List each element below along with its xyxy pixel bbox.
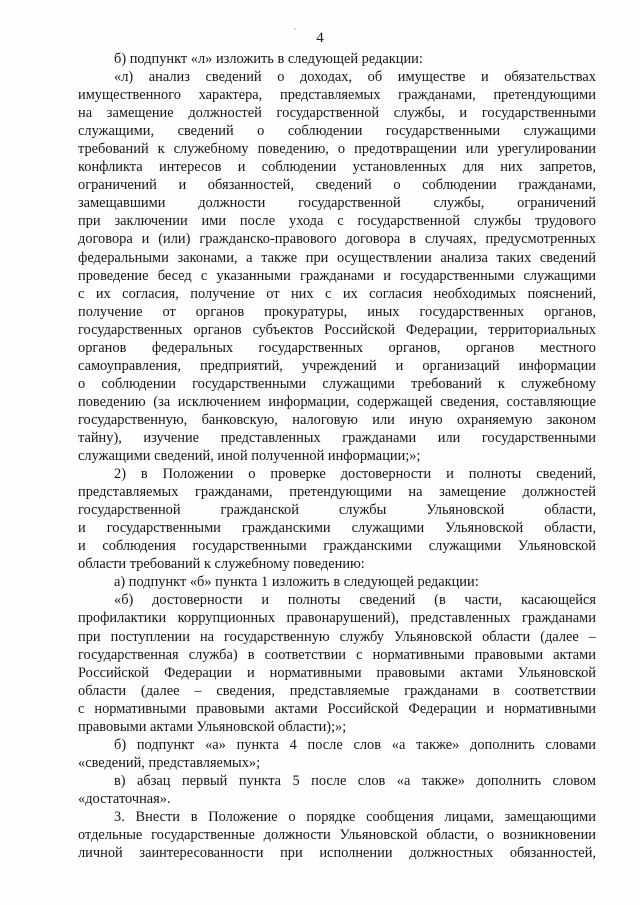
text-line: тайну), изучение представленных гражданами или государственными bbox=[78, 429, 596, 446]
text-line: государственных органов субъектов Российской Федерации, территориальных bbox=[78, 321, 596, 338]
text-line: при поступлении на государственную службу Ульяновской области (далее – bbox=[78, 628, 596, 645]
text-line: поведению (за исключением информации, содержащей сведения, составляющие bbox=[78, 393, 596, 410]
text-line: б) подпункт «а» пункта 4 после слов «а также» дополнить словами bbox=[114, 736, 596, 753]
text-line: с нормативными правовыми актами Российской Федерации и нормативными bbox=[78, 700, 596, 717]
text-line: о соблюдении государственными служащими требований к служебному bbox=[78, 375, 596, 392]
text-line: замещавшими должности государственной службы, ограничений bbox=[78, 195, 596, 212]
text-line: на замещение должностей государственной службы, и государственными bbox=[78, 105, 596, 122]
text-line: отдельные государственные должности Ульяновской области, о возникновении bbox=[78, 827, 596, 844]
text-line: государственную, банковскую, налоговую или иную охраняемую законом bbox=[78, 411, 596, 428]
text-line: проведение бесед с указанными гражданами и государственными служащими bbox=[78, 267, 596, 284]
text-line: 2) в Положении о проверке достоверности и полноты сведений, bbox=[114, 466, 596, 483]
text-line: и соблюдения государственными гражданскими служащими Ульяновской bbox=[78, 538, 596, 555]
text-line: ограничений и обязанностей, сведений о соблюдении гражданами, bbox=[78, 177, 596, 194]
text-line: договора и (или) гражданско-правового договора в случаях, предусмотренных bbox=[78, 231, 596, 248]
text-line: «л) анализ сведений о доходах, об имуществе и обязательствах bbox=[114, 69, 596, 86]
text-line: области требований к служебному поведению: bbox=[78, 556, 365, 573]
text-line: государственная служба) в соответствии с нормативными правовыми актами bbox=[78, 646, 596, 663]
text-line: «сведений, представляемых»; bbox=[78, 754, 261, 771]
text-line: государственной гражданской службы Ульяновской области, bbox=[78, 502, 596, 519]
text-line: органов федеральных государственных органов, органов местного bbox=[78, 339, 596, 356]
text-line: служащими, сведений о соблюдении государственными служащими bbox=[78, 123, 596, 140]
text-line: профилактики коррупционных правонарушений), представленных гражданами bbox=[78, 610, 596, 627]
text-line: требований к служебному поведению, о предотвращении или урегулировании bbox=[78, 141, 596, 158]
text-line: служащими сведений, иной полученной информации;»; bbox=[78, 448, 421, 465]
text-line: при заключении ими после ухода с государственной службы трудового bbox=[78, 213, 596, 230]
text-line: представляемых гражданами, претендующими на замещение должностей bbox=[78, 484, 596, 501]
text-line: и государственными гражданскими служащими Ульяновской области, bbox=[78, 520, 596, 537]
text-line: федеральными законами, а также при осуществлении анализа таких сведений bbox=[78, 249, 596, 266]
text-line: в) абзац первый пункта 5 после слов «а также» дополнить словом bbox=[114, 772, 596, 789]
text-line: области (далее – сведения, представляемые гражданами в соответствии bbox=[78, 682, 596, 699]
scan-mark: ` bbox=[289, 26, 298, 36]
text-line: самоуправления, предприятий, учреждений и организаций информации bbox=[78, 357, 596, 374]
text-line: личной заинтересованности при исполнении должностных обязанностей, bbox=[78, 845, 596, 862]
text-line: конфликта интересов и соблюдении установленных для них запретов, bbox=[78, 159, 596, 176]
text-line: а) подпункт «б» пункта 1 изложить в следующей редакции: bbox=[114, 574, 479, 591]
text-line: 3. Внести в Положение о порядке сообщения лицами, замещающими bbox=[114, 808, 596, 825]
text-line: б) подпункт «л» изложить в следующей редакции: bbox=[114, 51, 423, 67]
text-line: Российской Федерации и нормативными правовыми актами Ульяновской bbox=[78, 664, 596, 681]
text-line: с их согласия, получение от них с их согласия необходимых пояснений, bbox=[78, 285, 596, 302]
text-line: правовыми актами Ульяновской области);»; bbox=[78, 718, 347, 735]
text-line: имущественного характера, представляемых гражданами, претендующими bbox=[78, 87, 596, 104]
text-line: получение от органов прокуратуры, иных государственных органов, bbox=[78, 303, 596, 320]
document-body bbox=[78, 50, 596, 862]
page-number: 4 bbox=[316, 30, 324, 46]
text-line: «достаточная». bbox=[78, 790, 171, 807]
text-line: «б) достоверности и полноты сведений (в части, касающейся bbox=[114, 592, 596, 609]
